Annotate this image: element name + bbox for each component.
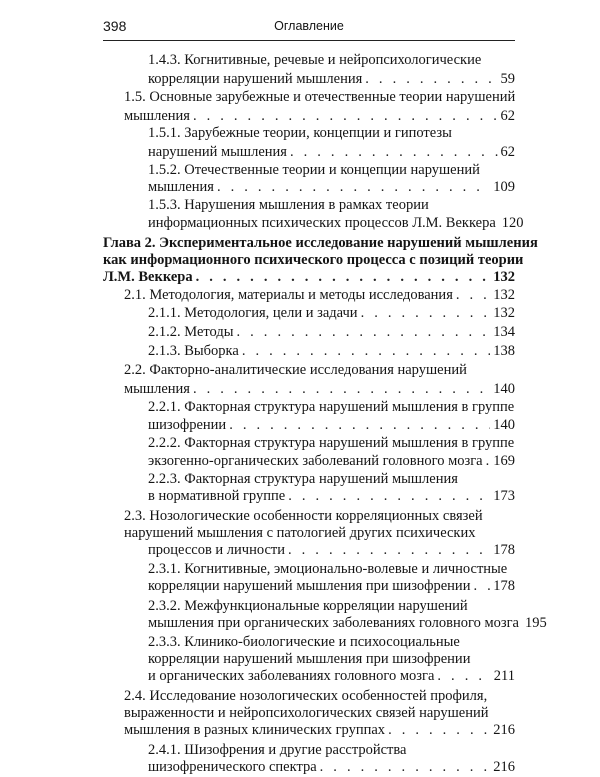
page-number: 398 <box>103 18 127 34</box>
toc-entry-last-line <box>148 177 515 197</box>
toc-page-number: 211 <box>493 668 515 685</box>
toc-page-number: 62 <box>500 143 515 160</box>
toc-entry-text: корреляции нарушений мышления <box>148 70 363 87</box>
toc-page-number: 216 <box>493 721 515 738</box>
toc-page-number: 120 <box>501 214 524 231</box>
toc-entry-line: 2.2. Факторно-аналитические исследования нарушений <box>124 361 467 378</box>
toc-page-number: 62 <box>500 107 515 124</box>
toc-entry-line: Глава 2. Экспериментальное исследование нарушений мышления <box>103 235 538 252</box>
toc-page-number: 169 <box>493 452 515 469</box>
toc-entry-text: 2.1.1. Методология, цели и задачи <box>148 305 358 322</box>
toc-entry-last-line <box>148 613 547 633</box>
toc-entry-last-line <box>124 720 515 740</box>
toc-entry-text: в нормативной группе <box>148 488 286 505</box>
toc-entry-last-line <box>148 540 515 560</box>
toc-entry-text: шизофрении <box>148 417 227 434</box>
toc-entry-last-line <box>148 213 524 233</box>
toc-entry-line: 2.3.2. Межфункциональные корреляции нарушений <box>148 597 468 614</box>
toc-entry-line: 1.5.3. Нарушения мышления в рамках теории <box>148 197 429 214</box>
toc-page-number: 109 <box>493 178 515 195</box>
toc-page-number: 138 <box>493 342 515 359</box>
toc-entry-text: мышления <box>124 380 190 397</box>
toc-entry-line: выраженности и нейропсихологических связей нарушений <box>124 704 489 721</box>
toc-entry-line: 2.4.1. Шизофрения и другие расстройства <box>148 741 407 758</box>
toc-page-number: 216 <box>493 758 515 775</box>
toc-entry-text: нарушений мышления <box>148 143 287 160</box>
toc-page-number: 132 <box>493 287 515 304</box>
running-title: Оглавление <box>274 19 344 33</box>
toc-entry-text: мышления в разных клинических группах <box>124 721 386 738</box>
page-header <box>103 18 515 41</box>
toc-page-number: 140 <box>493 417 515 434</box>
dot-leader <box>388 720 490 740</box>
toc-entry-line: 1.5.1. Зарубежные теории, концепции и гипотезы <box>148 124 452 141</box>
toc-entry-last-line <box>148 486 515 506</box>
toc-entry-line: 1.5. Основные зарубежные и отечественные теории нарушений <box>124 88 516 105</box>
toc-entry-line: 2.2.3. Факторная структура нарушений мышления <box>148 471 458 488</box>
toc-page-number: 132 <box>493 305 515 322</box>
toc-entry-last-line <box>148 666 515 686</box>
toc-page-number: 134 <box>493 324 515 341</box>
toc-entry-line: корреляции нарушений мышления при шизофрении <box>148 650 471 667</box>
dot-leader <box>437 666 490 686</box>
toc-entry-text: экзогенно-органических заболеваний головного мозга <box>148 452 483 469</box>
toc-page-number: 195 <box>524 615 547 632</box>
dot-leader <box>242 341 490 361</box>
toc-entry-line: 2.3. Нозологические особенности корреляционных связей <box>124 508 483 525</box>
toc-entry-text: процессов и личности <box>148 542 285 559</box>
toc-entry-text: Л.М. Веккера <box>103 269 193 286</box>
dot-leader <box>237 322 491 342</box>
toc-entry-last-line <box>148 341 515 361</box>
toc-entry-last-line <box>148 303 515 323</box>
toc-entry-line: нарушений мышления с патологией других психических <box>124 525 476 542</box>
toc-entry-text: шизофренического спектра <box>148 758 317 775</box>
toc-entry-last-line <box>148 451 515 471</box>
toc-entry-text: мышления <box>124 107 190 124</box>
toc-entry-text: корреляции нарушений мышления при шизофрении <box>148 578 471 595</box>
toc-page-number: 140 <box>493 380 515 397</box>
toc-entry-last-line <box>148 576 515 596</box>
dot-leader <box>288 540 490 560</box>
toc-entry-line: 2.4. Исследование нозологических особенностей профиля, <box>124 687 488 704</box>
toc-page-number: 178 <box>493 542 515 559</box>
toc-entry-text: информационных психических процессов Л.М. Веккера <box>148 214 496 231</box>
toc-entry-last-line <box>148 757 515 777</box>
toc-entry-line: 2.3.3. Клинико-биологические и психосоциальные <box>148 633 460 650</box>
dot-leader <box>486 451 491 471</box>
toc-entry-text: мышления <box>148 178 214 195</box>
dot-leader <box>320 757 491 777</box>
toc-page-number: 132 <box>493 269 515 286</box>
dot-leader <box>288 486 490 506</box>
toc-entry-text: 2.1.2. Методы <box>148 324 234 341</box>
dot-leader <box>361 303 491 323</box>
toc-entry-text: 2.1.3. Выборка <box>148 342 239 359</box>
toc-entry-text: 2.1. Методология, материалы и методы исследования <box>124 287 453 304</box>
dot-leader <box>217 177 490 197</box>
toc-entry-line: 1.4.3. Когнитивные, речевые и нейропсихологические <box>148 52 482 68</box>
toc-page-number: 173 <box>493 488 515 505</box>
dot-leader <box>473 576 490 596</box>
toc-entry-text: и органических заболеваниях головного мозга <box>148 668 435 685</box>
toc-entry-line: 2.3.1. Когнитивные, эмоционально-волевые и личностные <box>148 561 508 578</box>
toc-entry-last-line <box>148 322 515 342</box>
toc-entry-line: 2.2.2. Факторная структура нарушений мышления в группе <box>148 435 515 452</box>
toc-entry-text: мышления при органических заболеваниях головного мозга <box>148 615 519 632</box>
toc-entry-line: 1.5.2. Отечественные теории и концепции нарушений <box>148 161 480 178</box>
toc-page-number: 178 <box>493 578 515 595</box>
toc-entry-line: 2.2.1. Факторная структура нарушений мышления в группе <box>148 398 515 415</box>
toc-entry-line: как информационного психического процесса с позиций теории <box>103 252 524 269</box>
toc-page-number: 59 <box>500 70 515 87</box>
